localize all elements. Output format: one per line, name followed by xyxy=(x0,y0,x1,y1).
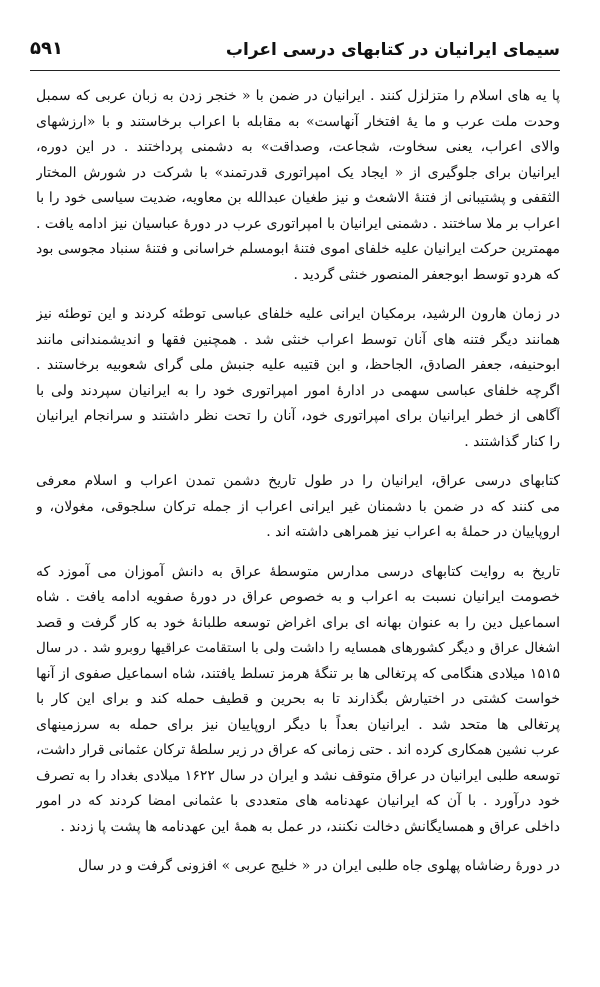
text-line: ایرانیان برای جلوگیری از « ایجاد یک امپراتوری قدرتمند» با شرکت در شورش المختار xyxy=(36,164,560,181)
text-line: پا یه های اسلام را متزلزل کنند . ایرانیان در ضمن با « خنجر زدن به زبان عربی که سمبل xyxy=(36,88,560,104)
text-line: خواست کشتی در اختیارش بگذارند تا به بحرین و قطیف حمله کند و برای این کار با xyxy=(36,691,560,707)
body-text xyxy=(36,84,560,880)
text-line: اشغال عراق و دیگر کشورهای همسایه را داشت ولی با استقامت عراقیها روبرو شد . در سال xyxy=(36,640,560,656)
text-line: اسماعیل دین را به عنوان بهانه ای برای اغراض توسعه طلبانهٔ خود به کار گرفت و قصد xyxy=(36,614,560,631)
text-line: ۱۵۱۵ میلادی هنگامی که پرتغالی ها بر تنگهٔ هرمز تسلط یافتند، شاه اسماعیل صفوی از آنها xyxy=(36,665,560,682)
page-number: ۵۹۱ xyxy=(30,38,63,59)
text-line: توسعه طلبی ایرانیان در عراق متوقف نشد و ایران در سال ۱۶۲۲ میلادی بغداد را به تصرف xyxy=(36,767,560,784)
paragraph xyxy=(36,84,560,288)
text-line: اعراب بر ملا ساختند . دشمنی ایرانیان با امپراتوری عرب در دورهٔ عباسیان نیز ادامه یافت . xyxy=(36,215,560,232)
text-line: که هردو توسط ابوجعفر المنصور خنثی گردید . xyxy=(293,266,560,283)
text-line: اروپاییان در حملهٔ به اعراب نیز همراهی داشته اند . xyxy=(266,524,560,540)
text-line: خصومت ایرانیان نسبت به اعراب و به خصوص عراق در دورهٔ صفویه ادامه یافت . شاه xyxy=(36,589,560,605)
text-line: خود درآورد . با آن که ایرانیان عهدنامه های متعددی با عثمانی امضا کردند که در امور xyxy=(36,793,560,809)
text-line: وحدت ملت عرب و ما یهٔ افتخار آنهاست» به مقابله با اعراب برخاستند و با «ارزشهای xyxy=(36,113,560,130)
paragraph xyxy=(36,469,560,546)
text-line: در دورهٔ رضاشاه پهلوی جاه طلبی ایران در « خلیج عربی » افزونی گرفت و در سال xyxy=(77,858,560,874)
text-line: ابوحنیفه، جعفر الصادق، الجاحظ، و ابن قتیبه علیه جنبش ملی گرای شعوبیه برخاستند . xyxy=(36,357,560,373)
paragraph xyxy=(36,302,560,455)
paragraph xyxy=(36,854,560,880)
text-line: می کنند که در ضمن با دشمنان غیر ایرانی اعراب از جمله ترکان سلجوقی، مغولان، و xyxy=(36,498,560,515)
text-line: آگاهی از خطر ایرانیان برای امپراتوری خود، آنان را تحت نظر داشتند و سرانجام ایرانیان xyxy=(36,408,560,424)
text-line: را کنار گذاشتند . xyxy=(464,433,560,450)
header-rule xyxy=(30,70,560,71)
text-line: مهمترین حرکت ایرانیان علیه خلفای اموی فتنهٔ ابومسلم خراسانی و فتنهٔ سنباد مجوسی بود xyxy=(36,241,560,257)
text-line: همانند دیگر فتنه های آنان توسط اعراب خنثی شد . همچنین فقها و اندیشمندانی مانند xyxy=(36,331,560,348)
text-line: عرب نشین همکاری کرده اند . حتی زمانی که عراق در زیر سلطهٔ ترکان عثمانی قرار داشت، xyxy=(36,742,560,758)
text-line: الثقفی و پشتیبانی از فتنهٔ الاشعث و نیز طغیان عبدالله بن معاویه، ضدیت سیاسی خود را با xyxy=(36,190,560,206)
text-line: پرتغالی ها متحد شد . ایرانیان بعداً با دیگر اروپاییان نیز برای حمله به سرزمینهای xyxy=(36,716,560,733)
header-title: سیمای ایرانیان در کتابهای درسی اعراب xyxy=(225,40,560,60)
running-header xyxy=(30,36,560,66)
text-line: اگرچه خلفای عباسی سهمی در ادارهٔ امور امپراتوری خود را به ایرانیان سپردند ولی با xyxy=(36,382,560,399)
text-line: در زمان هارون الرشید، برمکیان ایرانی علیه خلفای عباسی توطئه کردند و این توطئه نیز xyxy=(36,306,560,322)
text-line: والای اعراب، یعنی سخاوت، شجاعت، وصداقت» به دشمنی پرداختند . در این دوره، xyxy=(36,139,560,155)
paragraph xyxy=(36,560,560,841)
text-line: کتابهای درسی عراق، ایرانیان را در طول تاریخ دشمن تمدن اعراب و اسلام معرفی xyxy=(36,473,560,489)
text-line: تاریخ به روایت کتابهای درسی مدارس متوسطهٔ عراق به دانش آموزان می آموزد که xyxy=(36,563,560,580)
text-line: داخلی عراق و همسایگانش دخالت نکنند، در عمل به همهٔ این عهدنامه ها پشت پا زدند . xyxy=(60,818,560,835)
